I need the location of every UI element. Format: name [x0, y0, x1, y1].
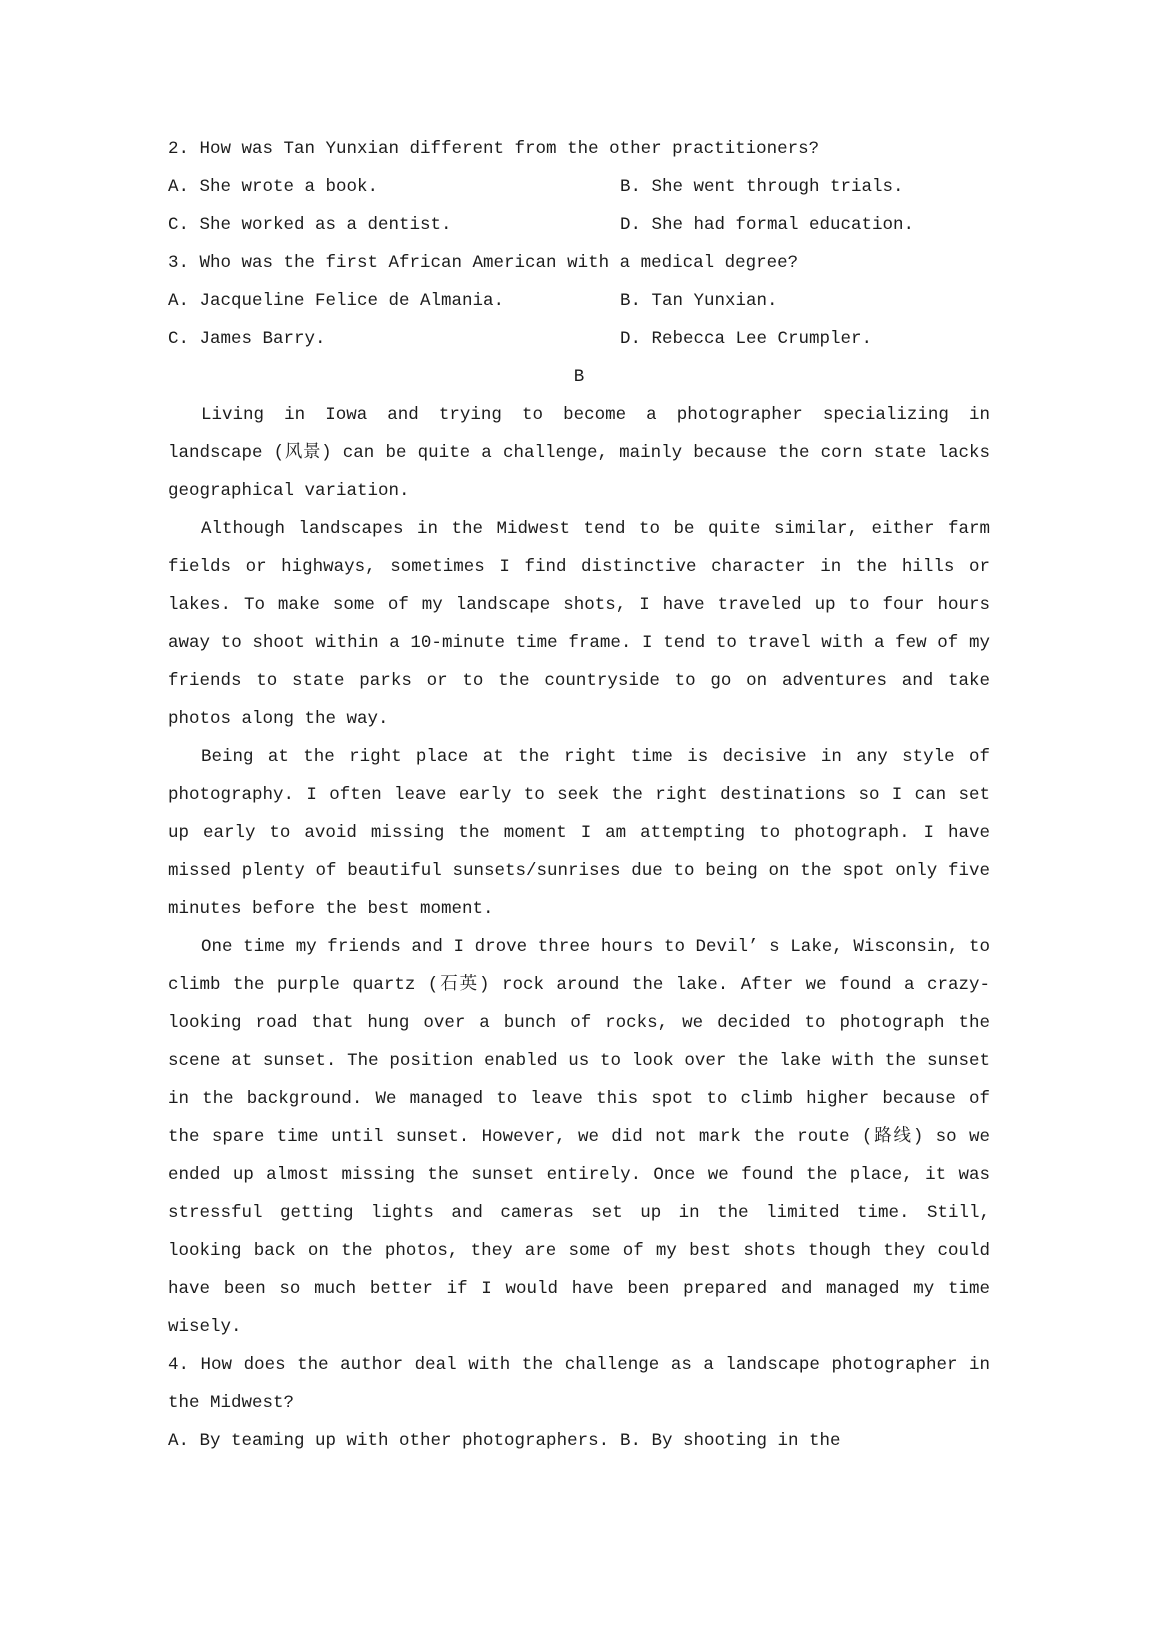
question-3-option-b: B. Tan Yunxian.	[620, 291, 778, 311]
passage-paragraph-4: One time my friends and I drove three hours to Devil’ s Lake, Wisconsin, to climb the purple quartz (石英) rock around the lake. After we found a crazy-looking road that hung over a bunch of rocks, we decided to photograph the scene at sunset. The position enabled us to look over the lake with the sunset in the background. We managed to leave this spot to climb higher because of the spare time until sunset. However, we did not mark the route (路线) so we ended up almost missing the sunset entirely. Once we found the place, it was stressful getting lights and cameras set up in the limited time. Still, looking back on the photos, they are some of my best shots though they could have been so much better if I would have been prepared and managed my time wisely.	[168, 937, 990, 1337]
question-4-option-a: A. By teaming up with other photographers.	[168, 1431, 610, 1451]
passage-paragraph-3: Being at the right place at the right time is decisive in any style of photography. I often leave early to seek the right destinations so I can set up early to avoid missing the moment I am attempting to photograph. I have missed plenty of beautiful sunsets/sunrises due to being on the spot only five minutes before the best moment.	[168, 747, 990, 919]
question-3-option-c: C. James Barry.	[168, 329, 326, 349]
question-4-options-row-1	[168, 1422, 990, 1460]
question-3-options-row-2	[168, 320, 990, 358]
question-2-option-c: C. She worked as a dentist.	[168, 215, 452, 235]
passage-section-label: B	[573, 367, 585, 387]
question-3-options-row-1	[168, 282, 990, 320]
question-2-option-a: A. She wrote a book.	[168, 177, 379, 197]
question-3-prompt: 3. Who was the first African American with a medical degree?	[168, 253, 799, 273]
question-4-option-b: B. By shooting in the	[620, 1431, 841, 1451]
question-2-option-d: D. She had formal education.	[620, 215, 915, 235]
question-3-option-a: A. Jacqueline Felice de Almania.	[168, 291, 505, 311]
question-2-option-b: B. She went through trials.	[620, 177, 904, 197]
question-2-options-row-1	[168, 168, 990, 206]
passage-paragraph-1: Living in Iowa and trying to become a photographer specializing in landscape (风景) can be quite a challenge, mainly because the corn state lacks geographical variation.	[168, 405, 990, 501]
question-3-option-d: D. Rebecca Lee Crumpler.	[620, 329, 873, 349]
passage-paragraph-2: Although landscapes in the Midwest tend to be quite similar, either farm fields or highways, sometimes I find distinctive character in the hills or lakes. To make some of my landscape shots, I have traveled up to four hours away to shoot within a 10-minute time frame. I tend to travel with a few of my friends to state parks or to the countryside to go on adventures and take photos along the way.	[168, 519, 990, 729]
question-2-options-row-2	[168, 206, 990, 244]
question-2-prompt: 2. How was Tan Yunxian different from the other practitioners?	[168, 139, 820, 159]
question-4-prompt: 4. How does the author deal with the challenge as a landscape photographer in the Midwest?	[168, 1355, 990, 1413]
